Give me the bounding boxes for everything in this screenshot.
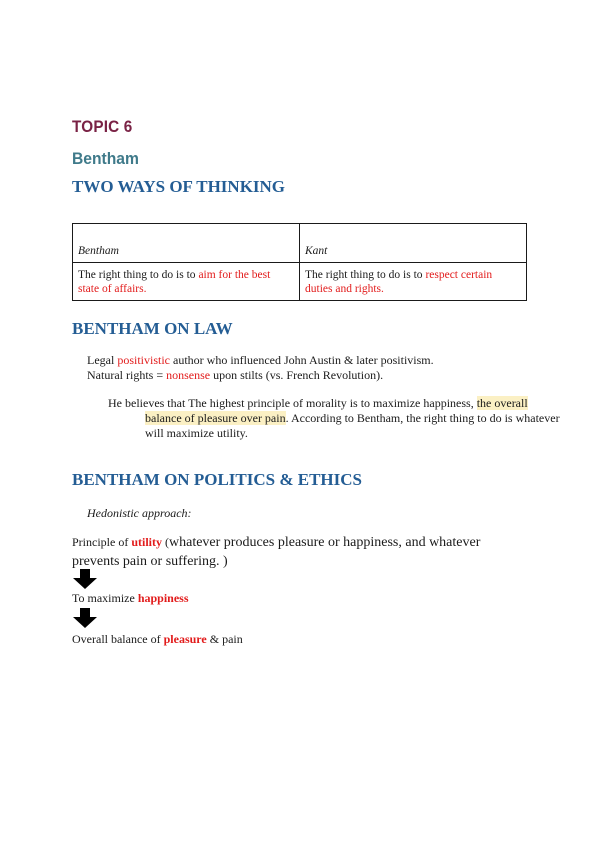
text: ( [162, 535, 169, 549]
topic-label: TOPIC 6 [72, 117, 133, 136]
step-overall-balance [72, 632, 243, 647]
law-quote [108, 396, 565, 441]
keyword: happiness [137, 591, 189, 605]
step-maximize-happiness [72, 591, 189, 606]
keyword: nonsense [166, 368, 211, 382]
heading-politics: BENTHAM ON POLITICS & ETHICS [72, 470, 362, 489]
table-header-bentham: Bentham [73, 224, 300, 263]
text: upon stilts (vs. French Revolution). [210, 368, 384, 382]
keyword: pleasure [163, 632, 207, 646]
table-header-row [73, 224, 527, 263]
table-cell-bentham [73, 263, 300, 301]
table-cell-kant [300, 263, 527, 301]
down-arrow-icon [73, 569, 97, 589]
heading-two-ways: TWO WAYS OF THINKING [72, 177, 286, 196]
table-header-kant: Kant [300, 224, 527, 263]
hedonistic-approach: Hedonistic approach: [87, 506, 192, 520]
text: He believes that The highest principle of morality is to maximize happiness, [108, 396, 477, 410]
cell-highlight-text: respect certain duties and rights. [305, 268, 493, 295]
text: & pain [206, 632, 243, 646]
text: Principle of [72, 535, 132, 549]
highlighted-text: the overall balance of pleasure over pain [145, 396, 528, 425]
down-arrow-icon [73, 608, 97, 628]
text: Overall balance of [72, 632, 164, 646]
table-row [73, 263, 527, 301]
text: . According to Bentham, the right thing to do is whatever will maximize utility. [145, 411, 560, 440]
law-line-natural-rights [87, 368, 383, 383]
cell-text: The right thing to do is to [305, 268, 426, 281]
cell-text: The right thing to do is to [78, 268, 199, 281]
keyword: utility [131, 535, 162, 549]
text: To maximize [72, 591, 138, 605]
keyword: positivistic [117, 353, 170, 367]
principle-of-utility [72, 533, 512, 571]
text: author who influenced John Austin & later positivism. [170, 353, 434, 367]
law-line-positivistic [87, 353, 434, 368]
cell-highlight-text: aim for the best state of affairs. [78, 268, 271, 295]
comparison-table [72, 223, 527, 301]
text: Legal [87, 353, 118, 367]
heading-law: BENTHAM ON LAW [72, 319, 233, 338]
text: Natural rights = [87, 368, 167, 382]
subtitle-bentham: Bentham [72, 149, 139, 168]
text: whatever produces pleasure or happiness, and whatever prevents pain or suffering. ) [72, 535, 481, 569]
